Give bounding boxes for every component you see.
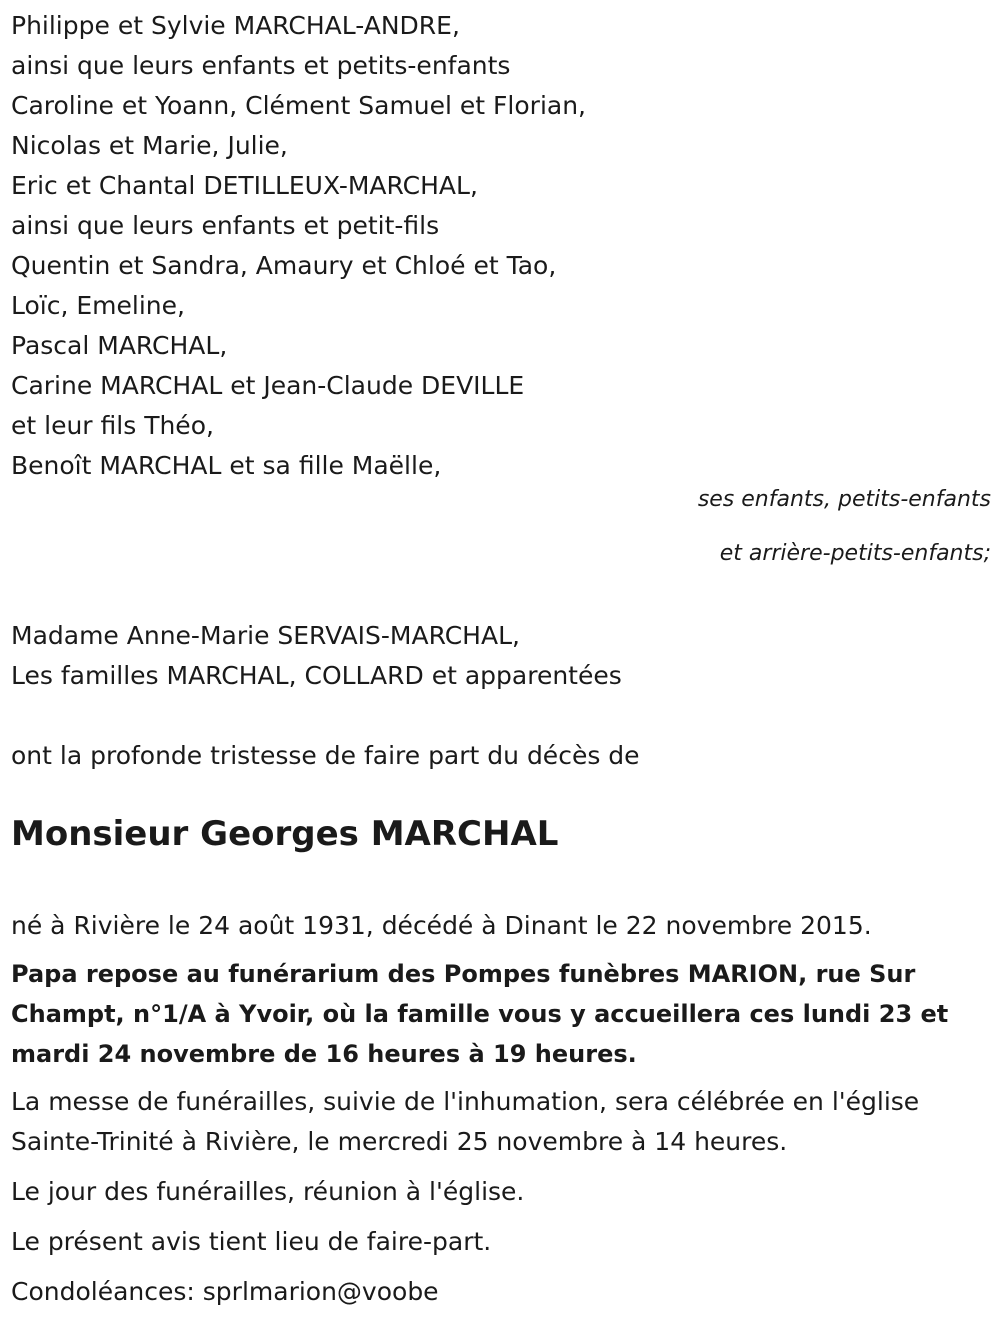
relation-caption [11, 484, 991, 616]
obituary-notice [11, 6, 991, 1312]
family-line: Philippe et Sylvie MARCHAL-ANDRE, [11, 11, 460, 40]
condolences-contact: Condoléances: sprlmarion@voobe [11, 1277, 439, 1306]
deceased-name: Monsieur Georges MARCHAL [11, 814, 559, 854]
family-line: Pascal MARCHAL, [11, 331, 228, 360]
family-line: Les familles MARCHAL, COLLARD et apparentées [11, 661, 622, 690]
family-line: ainsi que leurs enfants et petits-enfants [11, 51, 511, 80]
other-family-list [11, 616, 991, 696]
family-list [11, 6, 991, 486]
visitation-details: Papa repose au funérarium des Pompes funèbres MARION, rue Sur Champt, n°1/A à Yvoir, où la famille vous y accueillera ces lundi 23 et mardi 24 novembre de 16 heures à 19 heures. [11, 960, 949, 1068]
family-line: Benoît MARCHAL et sa fille Maëlle, [11, 451, 442, 480]
birth-death-dates: né à Rivière le 24 août 1931, décédé à Dinant le 22 novembre 2015. [11, 911, 872, 940]
family-line: Carine MARCHAL et Jean-Claude DEVILLE [11, 371, 525, 400]
funeral-meeting: Le jour des funérailles, réunion à l'église. [11, 1177, 525, 1206]
family-line: Madame Anne-Marie SERVAIS-MARCHAL, [11, 621, 520, 650]
relation-line-children: ses enfants, petits-enfants [697, 487, 991, 512]
family-line: Nicolas et Marie, Julie, [11, 131, 288, 160]
funeral-mass-details: La messe de funérailles, suivie de l'inhumation, sera célébrée en l'église Sainte-Trinité à Rivière, le mercredi 25 novembre à 14 heures. [11, 1087, 920, 1156]
notice-statement: Le présent avis tient lieu de faire-part. [11, 1227, 492, 1256]
family-line: et leur fils Théo, [11, 411, 214, 440]
family-line: Caroline et Yoann, Clément Samuel et Florian, [11, 91, 586, 120]
family-line: ainsi que leurs enfants et petit-fils [11, 211, 440, 240]
spacer [11, 696, 991, 736]
family-line: Loïc, Emeline, [11, 291, 185, 320]
announcement-intro: ont la profonde tristesse de faire part du décès de [11, 741, 640, 770]
family-line: Quentin et Sandra, Amaury et Chloé et Tao, [11, 251, 557, 280]
family-line: Eric et Chantal DETILLEUX-MARCHAL, [11, 171, 478, 200]
relation-line-great-grandchildren: et arrière-petits-enfants; [719, 541, 991, 566]
